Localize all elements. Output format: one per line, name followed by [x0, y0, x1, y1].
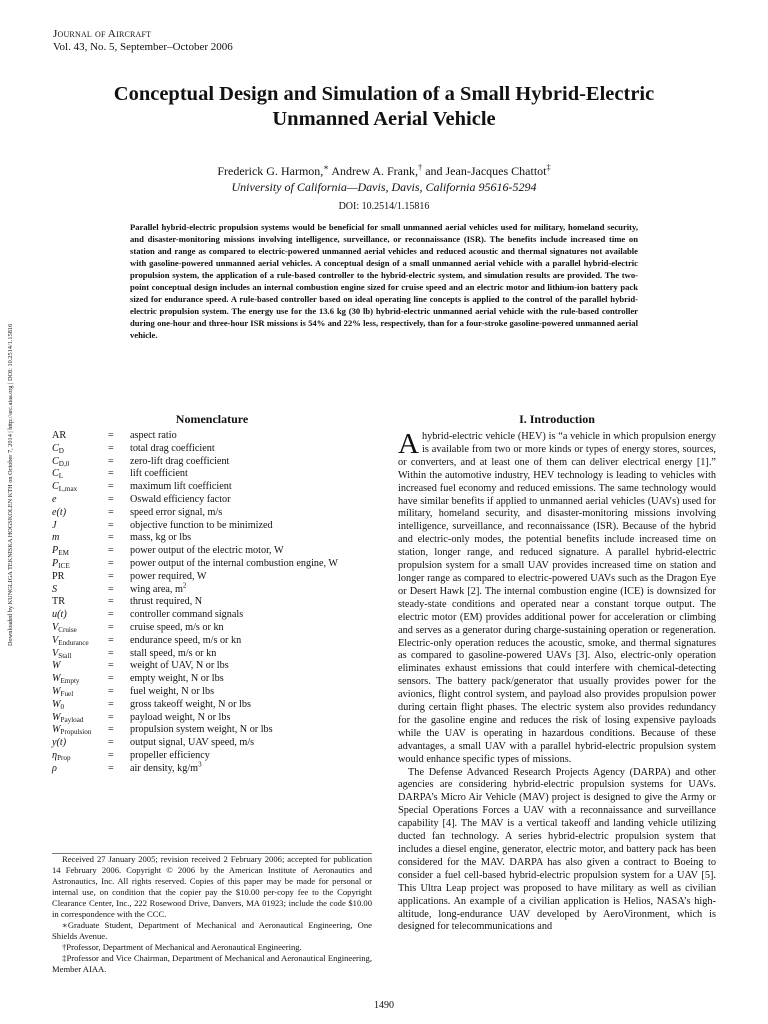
symbol-base: J — [52, 519, 57, 531]
journal-name: Journal of Aircraft — [53, 28, 152, 40]
definition-text: objective function to be minimized — [130, 519, 273, 531]
symbol-base: C — [52, 468, 59, 480]
nomenclature-definition — [130, 468, 338, 481]
definition-text: aspect ratio — [130, 430, 177, 441]
nomenclature-row — [52, 584, 338, 597]
nomenclature-symbol — [52, 558, 108, 571]
nomenclature-definition — [130, 481, 338, 494]
nomenclature-row — [52, 545, 338, 558]
nomenclature-row — [52, 481, 338, 494]
nomenclature-definition — [130, 581, 338, 597]
nomenclature-row — [52, 673, 338, 686]
nomenclature-symbol — [52, 584, 108, 597]
nomenclature-symbol — [52, 699, 108, 712]
nomenclature-symbol — [52, 648, 108, 661]
nomenclature-list — [52, 430, 372, 776]
equals-sign: = — [108, 621, 114, 633]
nomenclature-symbol — [52, 520, 108, 533]
download-sidebar: Downloaded by KUNGLIGA TEKNISKA HOGSKOLEN KTH on October 7, 2014 | http://arc.aiaa.org | DOI: 10.2514/1.15816 — [7, 323, 14, 646]
equals-sign: = — [108, 634, 114, 646]
nomenclature-row — [52, 648, 338, 661]
definition-text: fuel weight, N or lbs — [130, 685, 215, 697]
equals-sign: = — [108, 442, 114, 454]
doi: DOI: 10.2514/1.15816 — [338, 201, 430, 212]
definition-text: propeller efficiency — [130, 749, 210, 761]
symbol-base: y(t) — [52, 737, 67, 749]
nomenclature-definition — [130, 622, 338, 635]
nomenclature-symbol — [52, 763, 108, 776]
nomenclature-symbol — [52, 596, 108, 609]
equals-sign: = — [108, 481, 114, 493]
footnotes — [52, 853, 372, 975]
definition-text: stall speed, m/s or kn — [130, 647, 217, 659]
nomenclature-row — [52, 468, 338, 481]
symbol-subscript: D,0 — [58, 459, 70, 468]
intro-paragraph-1 — [398, 428, 716, 767]
equals-sign: = — [108, 545, 114, 557]
nomenclature-definition — [130, 456, 338, 469]
symbol-base: W — [52, 711, 61, 723]
equals-sign: = — [108, 711, 114, 723]
nomenclature-definition — [130, 596, 338, 609]
definition-text: mass, kg or lbs — [130, 532, 192, 544]
nomenclature-symbol — [52, 443, 108, 456]
definition-superscript: 3 — [198, 760, 202, 769]
introduction-body — [398, 428, 716, 934]
footnote-2: †Professor, Department of Mechanical and Aeronautical Engineering. — [62, 942, 302, 952]
nomenclature-definition — [130, 724, 338, 737]
nomenclature-definition — [130, 545, 338, 558]
received-note: Received 27 January 2005; revision received 2 February 2006; accepted for publication 14 February 2006. Copyright © 2006 by the American Institute of Aeronautics and Astronautics, Inc. All rights reserved. Copies of this paper may be made for personal or internal use, on condition that the copier pay the $10.00 per-copy fee to the Copyright Clearance Center, Inc., 222 Rosewood Drive, Danvers, MA 01923; include the code $10.00 in correspondence with the CCC. — [52, 854, 372, 919]
definition-text: cruise speed, m/s or kn — [130, 621, 224, 633]
equals-sign: = — [108, 570, 114, 582]
symbol-subscript: ICE — [58, 561, 70, 570]
nomenclature-symbol — [52, 635, 108, 648]
nomenclature-row — [52, 724, 338, 737]
symbol-base: PR — [52, 570, 65, 582]
equals-sign: = — [108, 647, 114, 659]
drop-cap: A — [398, 428, 419, 460]
author-2-mark: † — [418, 163, 423, 172]
nomenclature-definition — [130, 520, 338, 533]
symbol-base: W — [52, 673, 61, 685]
nomenclature-row — [52, 507, 338, 520]
symbol-subscript: D — [58, 446, 64, 455]
paper-title — [0, 82, 768, 132]
nomenclature-row — [52, 571, 338, 584]
nomenclature-symbol — [52, 622, 108, 635]
equals-sign: = — [108, 609, 114, 621]
nomenclature-row — [52, 622, 338, 635]
nomenclature-definition — [130, 430, 338, 443]
author-2: Andrew A. Frank, — [329, 164, 418, 178]
symbol-base: V — [52, 621, 59, 633]
definition-text: zero-lift drag coefficient — [130, 455, 230, 467]
nomenclature-row — [52, 737, 338, 750]
definition-text: speed error signal, m/s — [130, 506, 223, 518]
definition-text: power output of the electric motor, W — [130, 545, 284, 557]
nomenclature-symbol — [52, 481, 108, 494]
nomenclature-symbol — [52, 456, 108, 469]
author-3: and Jean-Jacques Chattot — [422, 164, 547, 178]
symbol-base: V — [52, 634, 59, 646]
nomenclature-symbol — [52, 430, 108, 443]
nomenclature-symbol — [52, 507, 108, 520]
nomenclature-symbol — [52, 737, 108, 750]
nomenclature-definition — [130, 571, 338, 584]
definition-text: wing area, m — [130, 583, 183, 595]
nomenclature-row — [52, 494, 338, 507]
nomenclature-definition — [130, 507, 338, 520]
nomenclature-row — [52, 750, 338, 763]
equals-sign: = — [108, 583, 114, 595]
nomenclature-definition — [130, 609, 338, 622]
nomenclature-row — [52, 596, 338, 609]
authors — [0, 163, 768, 179]
equals-sign: = — [108, 430, 114, 441]
symbol-subscript: Prop — [57, 753, 71, 762]
nomenclature-row — [52, 660, 338, 673]
equals-sign: = — [108, 685, 114, 697]
symbol-base: e(t) — [52, 506, 67, 518]
footnote-1: ∗Graduate Student, Department of Mechanical and Aeronautical Engineering, One Shields Avenue. — [52, 920, 372, 941]
symbol-base: u(t) — [52, 609, 67, 621]
definition-text: power required, W — [130, 570, 207, 582]
equals-sign: = — [108, 557, 114, 569]
nomenclature-definition — [130, 494, 338, 507]
symbol-base: AR — [52, 430, 67, 441]
definition-text: lift coefficient — [130, 468, 188, 480]
definition-text: maximum lift coefficient — [130, 481, 232, 493]
equals-sign: = — [108, 493, 114, 505]
symbol-base: C — [52, 455, 59, 467]
definition-text: propulsion system weight, N or lbs — [130, 724, 273, 736]
nomenclature-definition — [130, 737, 338, 750]
definition-text: payload weight, N or lbs — [130, 711, 231, 723]
nomenclature-definition — [130, 750, 338, 763]
nomenclature-symbol — [52, 545, 108, 558]
nomenclature-definition — [130, 760, 338, 776]
equals-sign: = — [108, 455, 114, 467]
equals-sign: = — [108, 762, 114, 774]
nomenclature-row — [52, 635, 338, 648]
nomenclature-definition — [130, 443, 338, 456]
equals-sign: = — [108, 468, 114, 480]
nomenclature-symbol — [52, 609, 108, 622]
nomenclature-symbol — [52, 494, 108, 507]
symbol-subscript: L — [58, 472, 64, 481]
nomenclature-definition — [130, 635, 338, 648]
symbol-base: P — [52, 545, 59, 557]
definition-superscript: 2 — [182, 581, 187, 590]
journal-header — [53, 28, 233, 54]
symbol-base: W — [52, 724, 61, 736]
definition-text: controller command signals — [130, 609, 244, 621]
nomenclature-row — [52, 430, 338, 443]
nomenclature-symbol — [52, 532, 108, 545]
symbol-subscript: Stall — [58, 651, 72, 660]
symbol-base: m — [52, 532, 60, 544]
definition-text: Oswald efficiency factor — [130, 493, 231, 505]
intro-paragraph-2: The Defense Advanced Research Projects Agency (DARPA) and other agencies are considering hybrid-electric propulsion systems for UAVs. DARPA’s Micro Air Vehicle (MAV) project is designed to give the Army or Special Operations Forces a UAV with a reconnaissance and surveillance capability [4]. The MAV is a vertical takeoff and landing vehicle utilizing ducted fan technology. A series hybrid-electric propulsion system that includes a diesel engine, generator, electric motor, and battery pack has been considered for the MAV. DARPA has also given a contract to Boeing to consider a fuel cell-based hybrid-electric propulsion system for a UAV [5]. This Ultra Leap project was proposed to have military as well as civilian applications. An example of a civilian application is Helios, NASA’s high-altitude, long-endurance UAV developed by AeroVironment, which is designed for telecommunications and — [398, 766, 716, 933]
nomenclature-definition — [130, 699, 338, 712]
definition-text: total drag coefficient — [130, 442, 215, 454]
symbol-subscript: Empty — [60, 677, 80, 686]
symbol-base: ρ — [52, 762, 57, 774]
definition-text: gross takeoff weight, N or lbs — [130, 698, 251, 710]
author-1-mark: ∗ — [323, 163, 329, 172]
nomenclature-definition — [130, 712, 338, 725]
definition-text: endurance speed, m/s or kn — [130, 634, 242, 646]
symbol-subscript: Fuel — [60, 689, 74, 698]
nomenclature-row — [52, 532, 338, 545]
symbol-subscript: 0 — [60, 702, 65, 711]
nomenclature-symbol — [52, 724, 108, 737]
definition-text: air density, kg/m — [130, 762, 199, 774]
definition-text: empty weight, N or lbs — [130, 673, 224, 685]
symbol-base: W — [52, 685, 61, 697]
nomenclature-symbol — [52, 712, 108, 725]
symbol-base: TR — [52, 596, 66, 608]
symbol-subscript: Endurance — [58, 638, 89, 647]
nomenclature-row — [52, 558, 338, 571]
nomenclature-definition — [130, 686, 338, 699]
symbol-base: C — [52, 442, 59, 454]
equals-sign: = — [108, 532, 114, 544]
nomenclature-symbol — [52, 571, 108, 584]
symbol-base: P — [52, 557, 59, 569]
nomenclature-symbol — [52, 468, 108, 481]
abstract: Parallel hybrid-electric propulsion systems would be beneficial for small unmanned aerial vehicles used for military, homeland security, and disaster-monitoring missions involving intelligence, surveillance, or reconnaissance (ISR). The benefits include increased time on station and range as compared to electric-powered unmanned aerial vehicles and reduced acoustic and thermal signatures not available with gasoline-powered unmanned aerial vehicles. A conceptual design of a small unmanned aerial vehicle with a parallel hybrid-electric propulsion system, the application of a rule-based controller to the hybrid-electric system, and simulation results are provided. The two-point conceptual design includes an internal combustion engine sized for cruise speed and an electric motor and lithium-ion battery pack sized for endurance speed. A rule-based controller based on ideal operating line concepts is applied to the control of the parallel hybrid-electric propulsion system. The energy use for the 13.6 kg (30 lb) hybrid-electric unmanned aerial vehicle with the rule-based controller during one-hour and three-hour ISR missions is 54% and 22% less, respectively, than for a four-stroke gasoline-powered unmanned aerial vehicle. — [130, 222, 638, 340]
nomenclature-row — [52, 712, 338, 725]
nomenclature-row — [52, 443, 338, 456]
symbol-subscript: Cruise — [58, 625, 77, 634]
affiliation: University of California—Davis, Davis, California 95616-5294 — [231, 180, 537, 194]
equals-sign: = — [108, 673, 114, 685]
equals-sign: = — [108, 506, 114, 518]
nomenclature-heading: Nomenclature — [175, 412, 249, 426]
nomenclature-definition — [130, 532, 338, 545]
author-1: Frederick G. Harmon, — [217, 164, 324, 178]
equals-sign: = — [108, 596, 114, 608]
nomenclature-symbol — [52, 686, 108, 699]
symbol-subscript: Propulsion — [60, 728, 92, 737]
equals-sign: = — [108, 519, 114, 531]
equals-sign: = — [108, 724, 114, 736]
title-line-2: Unmanned Aerial Vehicle — [272, 108, 496, 130]
symbol-base: S — [52, 583, 58, 595]
symbol-subscript: Payload — [60, 715, 84, 724]
nomenclature-row — [52, 686, 338, 699]
introduction-heading: I. Introduction — [519, 412, 595, 426]
symbol-subscript: L,max — [58, 485, 78, 494]
author-3-mark: ‡ — [546, 163, 551, 172]
definition-text: output signal, UAV speed, m/s — [130, 737, 255, 749]
equals-sign: = — [108, 698, 114, 710]
equals-sign: = — [108, 737, 114, 749]
nomenclature-symbol — [52, 673, 108, 686]
nomenclature-row — [52, 699, 338, 712]
symbol-base: η — [52, 749, 58, 761]
symbol-base: W — [52, 660, 61, 672]
nomenclature-definition — [130, 660, 338, 673]
equals-sign: = — [108, 749, 114, 761]
footnote-3: ‡Professor and Vice Chairman, Department of Mechanical and Aeronautical Engineering, Member AIAA. — [52, 953, 372, 974]
nomenclature-symbol — [52, 660, 108, 673]
nomenclature-definition — [130, 558, 338, 571]
definition-text: weight of UAV, N or lbs — [130, 660, 229, 672]
nomenclature-symbol — [52, 750, 108, 763]
nomenclature-row — [52, 456, 338, 469]
journal-volume: Vol. 43, No. 5, September–October 2006 — [53, 41, 233, 53]
nomenclature-row — [52, 520, 338, 533]
nomenclature-row — [52, 763, 338, 776]
definition-text: power output of the internal combustion engine, W — [130, 557, 339, 569]
title-line-1: Conceptual Design and Simulation of a Small Hybrid-Electric — [113, 83, 655, 105]
equals-sign: = — [108, 660, 114, 672]
nomenclature-definition — [130, 648, 338, 661]
symbol-base: C — [52, 481, 59, 493]
nomenclature-row — [52, 609, 338, 622]
definition-text: thrust required, N — [130, 596, 203, 608]
symbol-base: e — [52, 493, 57, 505]
symbol-base: V — [52, 647, 59, 659]
symbol-base: W — [52, 698, 61, 710]
intro-paragraph-1-text: hybrid-electric vehicle (HEV) is “a vehicle in which propulsion energy is available from two or more kinds or types of energy stores, sources, or converters, and at least one of them can deliver electrical energy [1].” Within the automotive industry, HEV technology is leading to vehicles with increased fuel economy and reduced emissions. The same technology would have similar benefits if applied to unmanned aerial vehicles (UAVs) used for military, homeland security, and disaster-monitoring missions involving intelligence, surveillance, and reconnaissance (ISR). Because of the hybrid and electric-only modes, the potential benefits include increased time on station, longer range, and reduced signature. A parallel hybrid-electric propulsion system for a small UAV provides increased time on station and longer range as compared to electric-powered UAVs such as the Dragon Eye or Desert Hawk [2]. The internal combustion engine (ICE) is downsized for steady-state conditions and operated near a constant torque output. The electric motor (EM) provides additional power for acceleration or climbing and serves as a generator during charge-sustaining operation or regeneration. Electric-only operation reduces the acoustic, smoke, and thermal signatures as compared to gasoline-powered UAVs [3]. Also, electric-only operation eliminates exhaust emissions that could interfere with chemical-detecting sensors. The battery pack/generator that usually provides power for the avionics, flight control system, and payload also provides propulsion power during certain flight phases. The electric system also provides redundancy for the gasoline engine and reduces the risk of losing expensive payloads while the UAV is operating in hazardous conditions. Because of these advantages, a small UAV with a parallel hybrid-electric propulsion system would enhance specific types of missions. — [398, 431, 716, 765]
nomenclature-definition — [130, 673, 338, 686]
page-number: 1490 — [374, 1000, 394, 1011]
symbol-subscript: EM — [58, 549, 69, 558]
